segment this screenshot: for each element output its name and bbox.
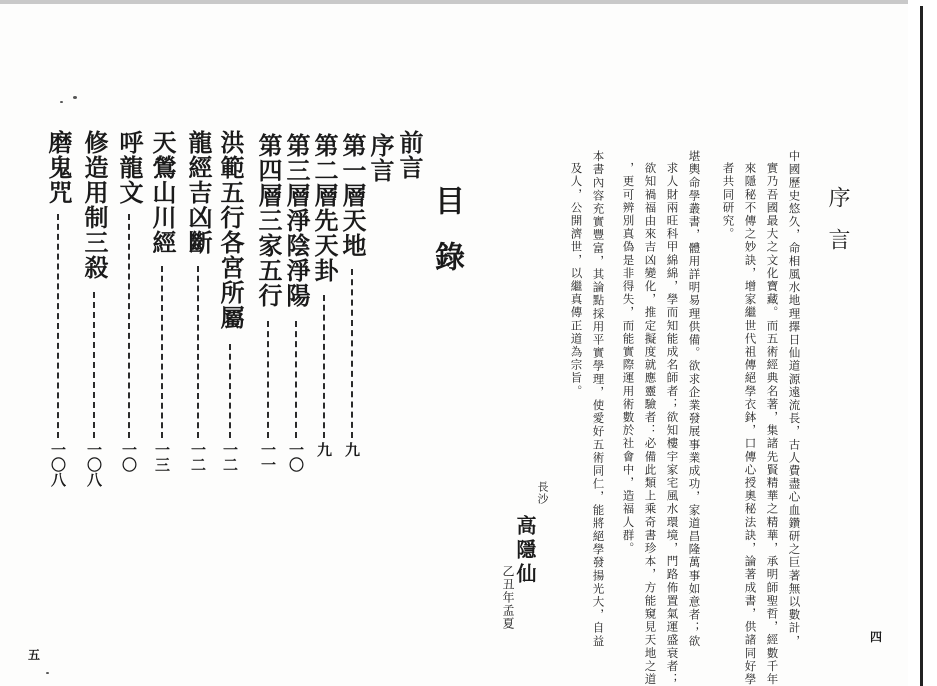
toc-item-label: 磨鬼咒 — [44, 130, 72, 205]
toc-item-page: 一〇八 — [85, 442, 103, 487]
toc-title: 目錄 — [429, 185, 464, 297]
preface-text-column: 中國歷史悠久，命相風水地理擇日仙道源遠流長，古人費盡心血鑽研之巨著無以數計， — [787, 150, 802, 648]
toc-item-page: 九 — [343, 442, 361, 457]
preface-text-column: 來隱秘不傳之妙訣，增家繼世代祖傳絕學衣鉢，口傳心授奧秘法訣，論著成書，供諸同好學 — [743, 162, 758, 686]
preface-text-column: 欲知禍福由來吉凶變化，推定擬度就應靈驗者：必備此類上乘奇書珍本，方能窺見天地之道 — [643, 162, 658, 686]
preface-text-column: 實乃吾國最大之文化寶藏。而五術經典名著，集諸先賢精華之精華，承明師聖哲，經數千年 — [765, 162, 780, 686]
toc-item-page: 一〇 — [120, 442, 138, 472]
preface-text-column: 求人財兩旺科甲綿綿，學而知能成名師者；欲知樓宇家宅風水環境，門路佈置氣運盛衰者； — [665, 162, 680, 686]
toc-item-page: 九 — [315, 442, 333, 457]
preface-text-column: 本書內容充實豐富，其論點採用平實學理，使愛好五術同仁，能將絕學發揚光大，自益 — [591, 150, 606, 648]
toc-item-label: 呼龍文 — [115, 130, 143, 205]
toc-item-label: 第四層三家五行 — [254, 133, 282, 308]
toc-leader-dots — [267, 321, 269, 438]
toc-item-label: 序言 — [366, 133, 394, 183]
toc-leader-dots — [161, 266, 163, 438]
toc-item-page: 一〇八 — [49, 442, 67, 487]
preface-text-column: 堪輿命學叢書，體用詳明易理供備。欲求企業發展事業成功，家道昌隆萬事如意者；欲 — [687, 150, 702, 648]
author-place: 長沙 — [536, 481, 549, 505]
toc-item-label: 第二層先天卦 — [310, 133, 338, 283]
toc-item-label: 修造用制三殺 — [80, 130, 108, 280]
author-name: 高隱仙 — [513, 515, 537, 587]
scan-speck — [60, 101, 63, 103]
scan-speck — [46, 672, 49, 674]
toc-item-page: 一二 — [221, 442, 239, 472]
toc-leader-dots — [93, 292, 95, 438]
toc-item-label: 第三層淨陰淨陽 — [282, 133, 310, 308]
toc-item-page: 一三 — [153, 442, 171, 472]
preface-text-column: ，更可辨別真偽是非得失，而能實際運用術數於社會中，造福人群。 — [621, 162, 636, 555]
toc-leader-dots — [229, 344, 231, 438]
toc-leader-dots — [295, 321, 297, 438]
preface-date: 乙丑年孟夏 — [501, 565, 515, 630]
toc-leader-dots — [197, 266, 199, 438]
toc-item-page: 一二 — [189, 442, 207, 472]
toc-item-label: 龍經吉凶斷 — [184, 130, 212, 255]
preface-text-column: 及人，公開濟世，以繼真傳正道為宗旨。 — [569, 162, 584, 398]
spine-shadow-line — [920, 6, 923, 686]
scan-speck — [73, 96, 77, 99]
toc-leader-dots — [323, 295, 325, 438]
toc-item-label: 第一層天地 — [338, 133, 366, 258]
preface-page-number: 四 — [870, 630, 883, 644]
scan-top-edge — [0, 0, 937, 4]
toc-item-label: 前言 — [395, 130, 423, 180]
toc-leader-dots — [57, 214, 59, 438]
toc-item-label: 洪範五行各宮所屬 — [216, 130, 244, 330]
toc-item-page: 一一 — [259, 442, 277, 472]
toc-item-label: 天鶯山川經 — [148, 130, 176, 255]
toc-leader-dots — [351, 269, 353, 438]
toc-item-page: 一〇 — [287, 442, 305, 472]
preface-title: 序言 — [825, 186, 850, 270]
toc-page-number: 五 — [28, 648, 41, 662]
toc-leader-dots — [128, 214, 130, 438]
preface-text-column: 者共同研究。 — [721, 162, 736, 241]
